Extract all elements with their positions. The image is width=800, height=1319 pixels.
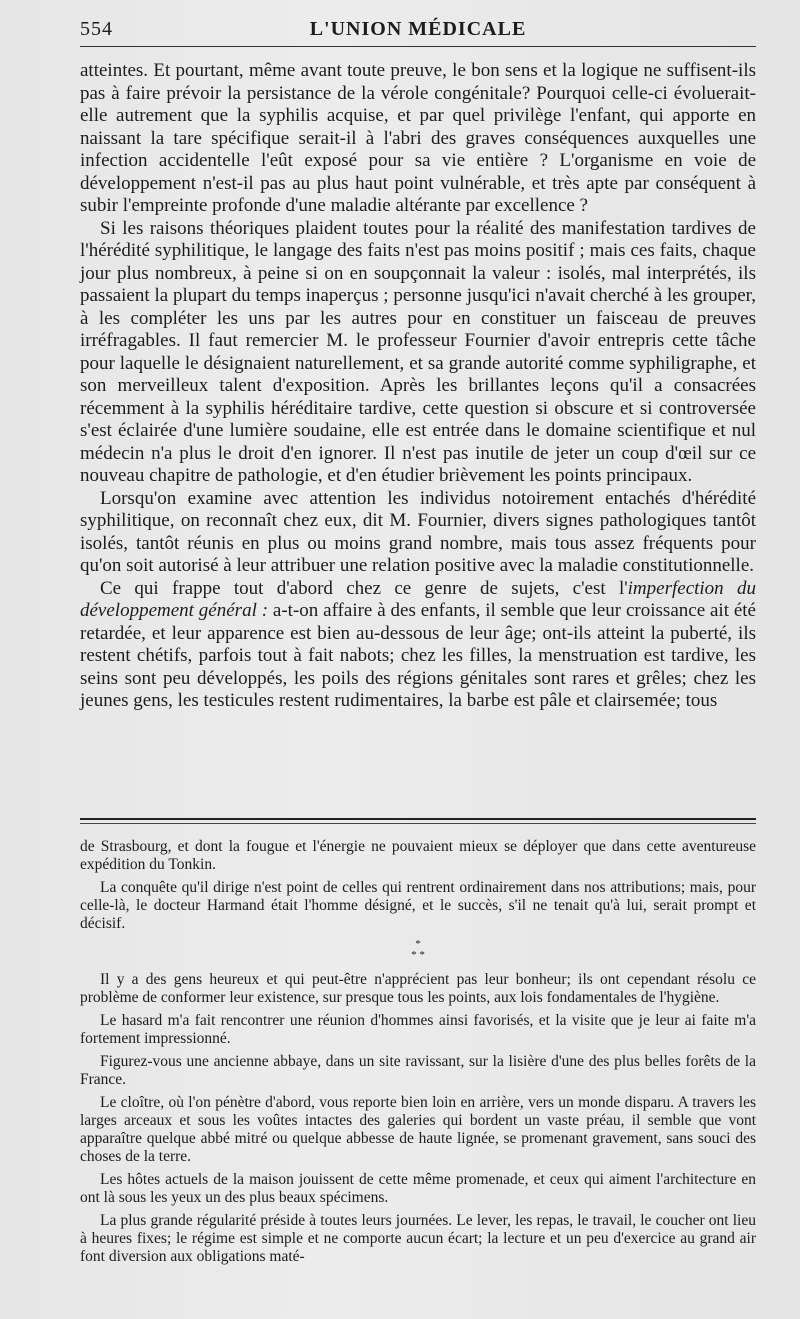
article-paragraph: atteintes. Et pourtant, même avant toute preuve, le bon sens et la logique ne suffisent-ils pas à faire prévoir la persistance de la vérole congénitale? Pourquoi celle-ci évoluerait-elle autrement que la syphilis acquise, et par quel privilège l'enfant, qui apporte en naissant la tare spécifique serait-il à l'abri des graves conséquences auxquelles une infection accidentelle l'eût exposé pour sa vie entière ? L'organisme en voie de développement n'est-il pas au plus haut point vulnérable, et très apte par conséquent à subir l'empreinte profonde d'une maladie altérante par excellence ? [80, 60, 756, 216]
header-rule [80, 46, 756, 47]
paragraph-text: a-t-on affaire à des enfants, il semble que leur croissance ait été retardée, et leur apparence est bien au-dessous de leur âge; ont-ils atteint la puberté, ils restent chétifs, parfois tout à fait nabots; chez les filles, la menstruation est tardive, les seins sont peu développés, les poils des régions génitales sont rares et grêles; chez les jeunes gens, les testicules restent rudimentaires, la barbe est pâle et clairsemée; tous [80, 600, 756, 711]
article-paragraph: Si les raisons théoriques plaident toutes pour la réalité des manifestation tardives de l'hérédité syphilitique, le langage des faits n'est pas moins positif ; mais ces faits, chaque jour plus nombreux, à peine si on en soupçonnait la valeur : isolés, mal interprétés, ils passaient la plupart du temps inaperçus ; personne jusqu'ici n'avait cherché à les grouper, à les compléter les uns par les autres pour en constituer un faisceau de preuves irréfragables. Il faut remercier M. le professeur Fournier d'avoir entrepris cette tâche pour laquelle le désignaient naturellement, et sa grande autorité comme syphiligraphe, et son merveilleux talent d'exposition. Après les brillantes leçons qu'il a consacrées récemment à la syphilis héréditaire tardive, cette question si obscure et si controversée s'est éclairée d'une lumière soudaine, elle est entrée dans le domaine scientifique et nul médecin n'a plus le droit d'en ignorer. Il n'est pas inutile de jeter un coup d'œil sur ce nouveau chapitre de pathologie, et d'en étudier brièvement les points principaux. [80, 217, 756, 486]
italic-phrase: imperfection du développement général : [80, 577, 757, 621]
article-paragraph: Lorsqu'on examine avec attention les individus notoirement entachés d'hérédité syphilitique, on reconnaît chez eux, dit M. Fournier, divers signes pathologiques tantôt isolés, tantôt réunis en plus ou moins grand nombre, mais tous assez fréquents pour qu'on soit autorisé à leur attribuer une relation positive avec la maladie constitutionnelle. [80, 487, 756, 576]
feuilleton-paragraph: Figurez-vous une ancienne abbaye, dans un site ravissant, sur la lisière d'une des plus belles forêts de la France. [80, 1053, 756, 1088]
feuilleton-text [80, 838, 756, 1271]
journal-title: L'UNION MÉDICALE [309, 18, 527, 40]
main-article-text [80, 60, 756, 713]
asterism-top: * [415, 938, 421, 950]
article-paragraph [80, 578, 756, 713]
section-asterism [80, 939, 756, 961]
feuilleton-separator-thin [80, 823, 756, 824]
page-number: 554 [80, 18, 113, 40]
feuilleton-separator [80, 818, 756, 820]
asterism-bottom: * * [411, 949, 425, 961]
feuilleton-paragraph: La plus grande régularité préside à toutes leurs journées. Le lever, les repas, le travail, le coucher ont lieu à heures fixes; le régime est simple et ne comporte aucun écart; la lecture et un peu d'exercice au grand air font diversion aux obligations maté- [80, 1212, 756, 1265]
feuilleton-paragraph: La conquête qu'il dirige n'est point de celles qui rentrent ordinairement dans nos attributions; mais, pour celle-là, le docteur Harmand était l'homme désigné, et le succès, s'il ne tenait qu'à lui, serait prompt et décisif. [80, 879, 756, 932]
feuilleton-paragraph: Le cloître, où l'on pénètre d'abord, vous reporte bien loin en arrière, vers un monde disparu. A travers les larges arceaux et sous les voûtes intactes des galeries qui bordent un vaste préau, il semble que vont apparaître quelque abbé mitré ou quelque abbesse de haute lignée, se promenant gravement, sans souci des choses de la terre. [80, 1094, 756, 1165]
feuilleton-paragraph: de Strasbourg, et dont la fougue et l'énergie ne pouvaient mieux se déployer que dans cette aventureuse expédition du Tonkin. [80, 838, 756, 873]
feuilleton-paragraph: Le hasard m'a fait rencontrer une réunion d'hommes ainsi favorisés, et la visite que je leur ai faite m'a fortement impressionné. [80, 1012, 756, 1047]
paragraph-text: Ce qui frappe tout d'abord chez ce genre de sujets, c'est l' [100, 577, 628, 599]
feuilleton-paragraph: Il y a des gens heureux et qui peut-être n'apprécient pas leur bonheur; ils ont cependant résolu ce problème de conformer leur existence, sur presque tous les points, aux lois fondamentales de l'hygiène. [80, 971, 756, 1006]
feuilleton-paragraph: Les hôtes actuels de la maison jouissent de cette même promenade, et ceux qui aiment l'architecture en ont là sous les yeux un des plus beaux spécimens. [80, 1171, 756, 1206]
